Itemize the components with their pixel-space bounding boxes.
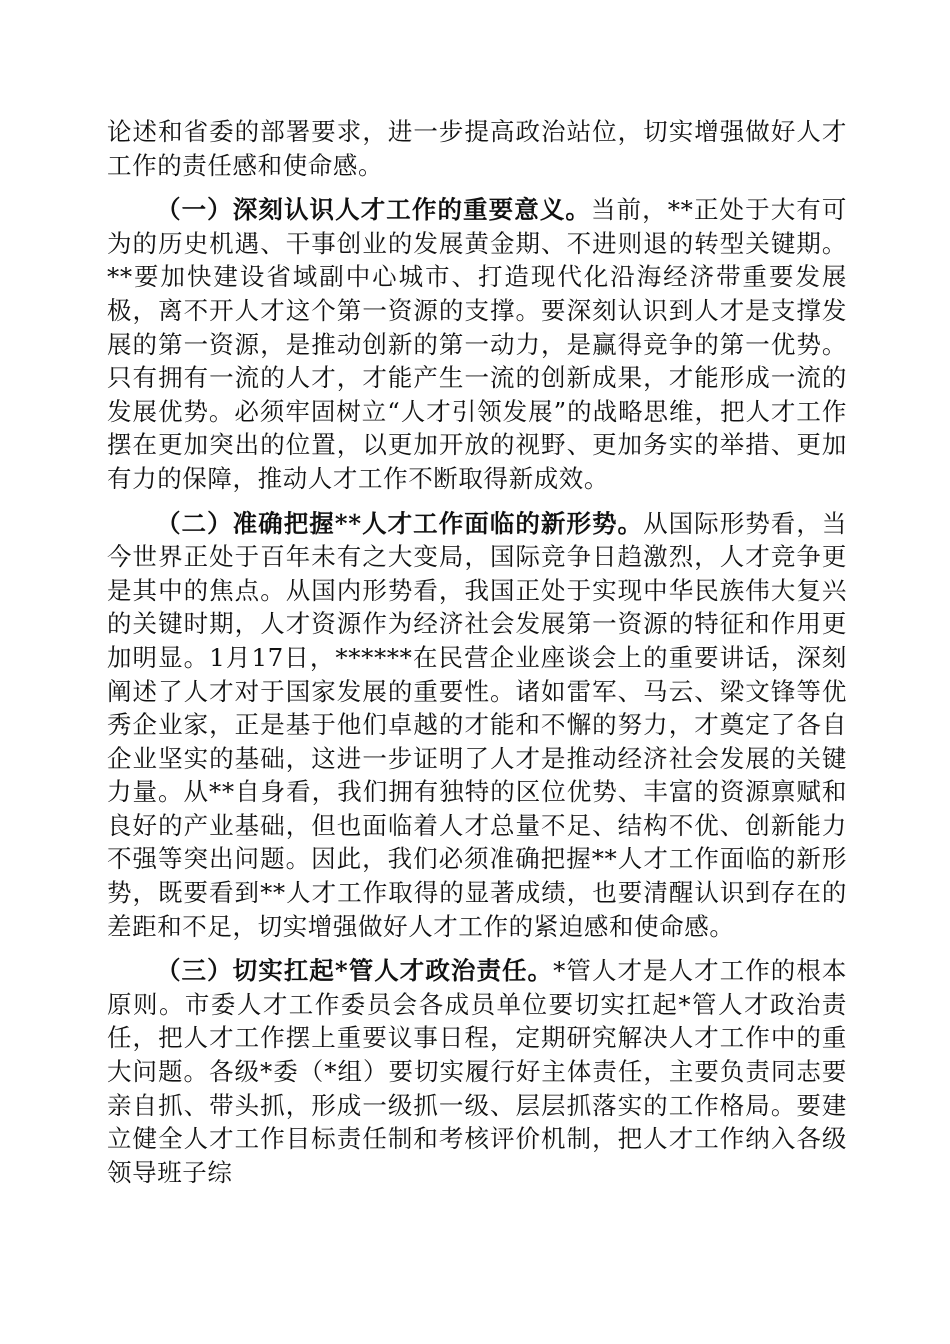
paragraph-section-3 xyxy=(107,954,847,1189)
paragraph-text: 当前，**正处于大有可为的历史机遇、干事创业的发展黄金期、不进则退的转型关键期。**要加快建设省域副中心城市、打造现代化沿海经济带重要发展极，离不开人才这个第一资源的支撑。要深刻认识到人才是支撑发展的第一资源，是推动创新的第一动力，是赢得竞争的第一优势。只有拥有一流的人才，才能产生一流的创新成果，才能形成一流的发展优势。必须牢固树立“人才引领发展”的战略思维，把人才工作摆在更加突出的位置，以更加开放的视野、更加务实的举措、更加有力的保障，推动人才工作不断取得新成效。 xyxy=(107,195,847,493)
paragraph-section-1 xyxy=(107,193,847,495)
paragraph-continuation xyxy=(107,115,847,182)
section-heading: （一）深刻认识人才工作的重要意义。 xyxy=(156,195,591,225)
document-page xyxy=(107,115,847,1200)
paragraph-text: 从国际形势看，当今世界正处于百年未有之大变局，国际竞争日趋激烈，人才竞争更是其中的焦点。从国内形势看，我国正处于实现中华民族伟大复兴的关键时期，人才资源作为经济社会发展第一资源的特征和作用更加明显。1月17日，******在民营企业座谈会上的重要讲话，深刻阐述了人才对于国家发展的重要性。诸如雷军、马云、梁文锋等优秀企业家，正是基于他们卓越的才能和不懈的努力，才奠定了各自企业坚实的基础，这进一步证明了人才是推动经济社会发展的关键力量。从**自身看，我们拥有独特的区位优势、丰富的资源禀赋和良好的产业基础，但也面临着人才总量不足、结构不优、创新能力不强等突出问题。因此，我们必须准确把握**人才工作面临的新形势，既要看到**人才工作取得的显著成绩，也要清醒认识到存在的差距和不足，切实增强做好人才工作的紧迫感和使命感。 xyxy=(107,508,847,941)
section-heading: （二）准确把握**人才工作面临的新形势。 xyxy=(156,508,644,538)
paragraph-section-2 xyxy=(107,507,847,944)
section-heading: （三）切实扛起*管人才政治责任。 xyxy=(156,956,554,986)
paragraph-text: 论述和省委的部署要求，进一步提高政治站位，切实增强做好人才工作的责任感和使命感。 xyxy=(107,117,847,180)
paragraph-text: *管人才是人才工作的根本原则。市委人才工作委员会各成员单位要切实扛起*管人才政治责任，把人才工作摆上重要议事日程，定期研究解决人才工作中的重大问题。各级*委（*组）要切实履行好主体责任，主要负责同志要亲自抓、带头抓，形成一级抓一级、层层抓落实的工作格局。要建立健全人才工作目标责任制和考核评价机制，把人才工作纳入各级领导班子综 xyxy=(107,956,847,1187)
